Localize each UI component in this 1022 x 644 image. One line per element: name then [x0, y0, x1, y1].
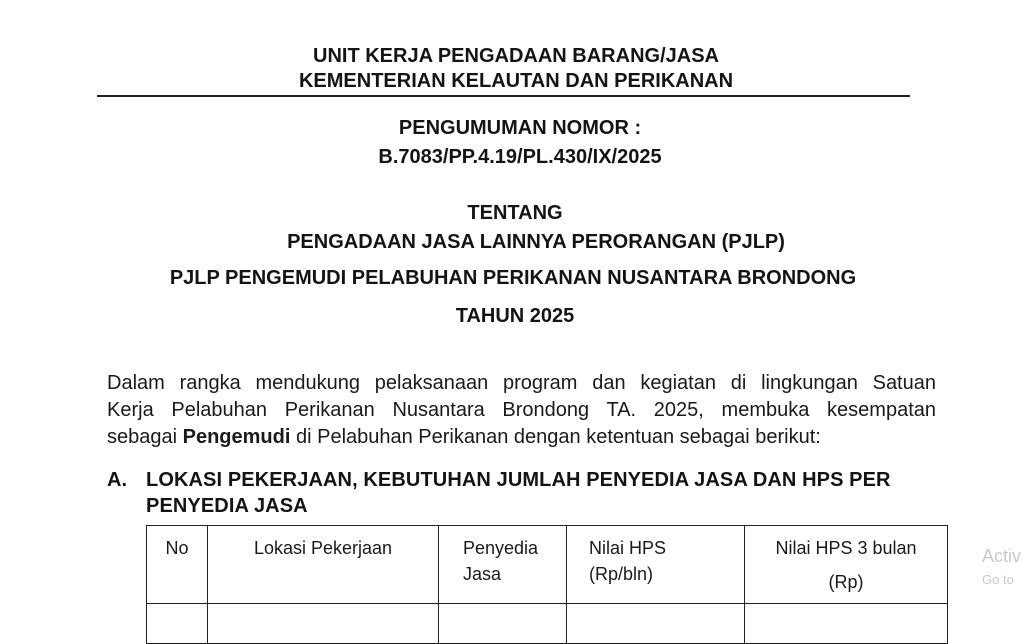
- row-cell-lokasi: [208, 604, 439, 644]
- section-a-letter: A.: [107, 469, 127, 491]
- header-no-label: No: [165, 538, 189, 558]
- header-penyedia-line1: Penyedia: [463, 538, 539, 558]
- row-cell-no: [147, 604, 208, 644]
- intro-line3-pre: sebagai: [107, 426, 183, 448]
- row-cell-hps3: [745, 604, 948, 644]
- header-hps3-line1: Nilai HPS 3 bulan: [775, 538, 917, 558]
- intro-line3-bold: Pengemudi: [182, 426, 291, 448]
- activation-watermark-line2: Go to: [982, 572, 1014, 587]
- header-no: [147, 526, 208, 604]
- table-header-row: [147, 526, 948, 604]
- intro-line1: Dalam rangka mendukung pelaksanaan program dan kegiatan di lingkungan Satuan: [107, 372, 936, 394]
- header-hps-line2: (Rp/bln): [589, 564, 654, 584]
- header-lokasi: [208, 526, 439, 604]
- header-penyedia: [439, 526, 567, 604]
- subject-line1: PENGADAAN JASA LAINNYA PERORANGAN (PJLP): [287, 231, 785, 253]
- intro-line2: Kerja Pelabuhan Perikanan Nusantara Brondong TA. 2025, membuka kesempatan: [107, 399, 936, 421]
- row-cell-penyedia: [439, 604, 567, 644]
- announcement-number: B.7083/PP.4.19/PL.430/IX/2025: [378, 146, 662, 168]
- header-lokasi-label: Lokasi Pekerjaan: [253, 538, 393, 558]
- subject-line2: PJLP PENGEMUDI PELABUHAN PERIKANAN NUSANTARA BRONDONG: [169, 267, 857, 289]
- header-hps: [567, 526, 745, 604]
- header-hps-line1: Nilai HPS: [589, 538, 667, 558]
- section-a-title-line2: PENYEDIA JASA: [146, 495, 308, 517]
- activation-watermark-line1: Activ: [982, 546, 1022, 566]
- section-a-title: [146, 467, 936, 519]
- table-row: [147, 604, 948, 644]
- intro-line3-post: di Pelabuhan Perikanan dengan ketentuan sebagai berikut:: [290, 426, 821, 448]
- subject-tentang: TENTANG: [467, 202, 563, 224]
- header-hps3-line2: (Rp): [828, 572, 864, 592]
- header-divider: [97, 95, 910, 97]
- org-title-line2: KEMENTERIAN KELAUTAN DAN PERIKANAN: [298, 70, 734, 92]
- header-penyedia-line2: Jasa: [463, 564, 502, 584]
- org-title-line1: UNIT KERJA PENGADAAN BARANG/JASA: [313, 45, 719, 67]
- intro-paragraph: [107, 370, 936, 451]
- announcement-label: PENGUMUMAN NOMOR :: [398, 117, 642, 139]
- subject-year: TAHUN 2025: [455, 305, 575, 327]
- row-cell-hps: [567, 604, 745, 644]
- header-hps3: [745, 526, 948, 604]
- hps-table: [146, 525, 948, 644]
- intro-line3: [107, 424, 936, 451]
- section-a-title-line1: LOKASI PEKERJAAN, KEBUTUHAN JUMLAH PENYEDIA JASA DAN HPS PER: [146, 469, 891, 491]
